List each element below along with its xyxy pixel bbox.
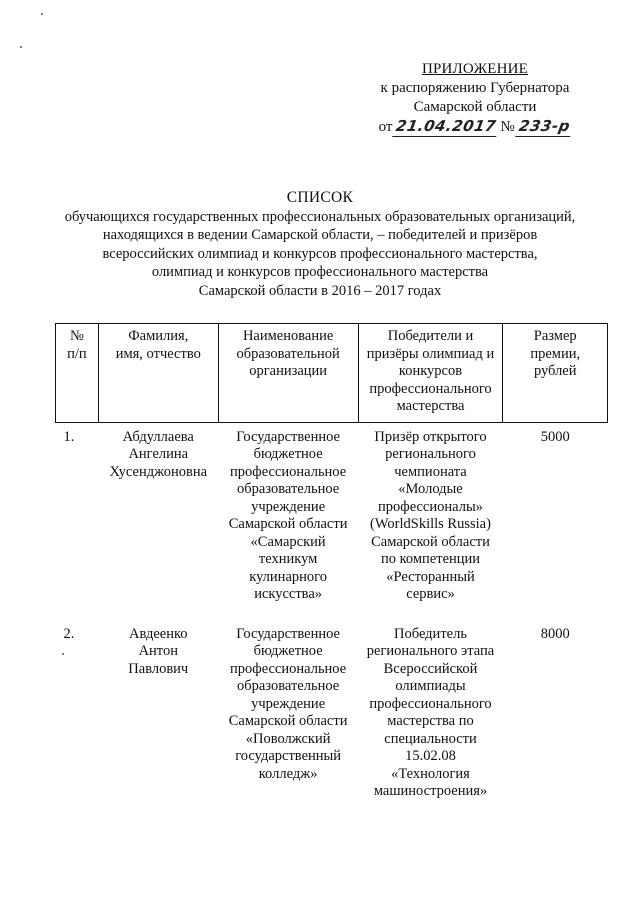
ach-line: профессионального bbox=[369, 695, 492, 712]
appendix-block bbox=[340, 60, 610, 137]
org-line: кулинарного bbox=[249, 568, 327, 585]
ach-line: Победитель bbox=[394, 625, 467, 642]
handwritten-date: 21.04.2017 bbox=[393, 117, 500, 137]
header-prize bbox=[503, 324, 608, 423]
heading-line: олимпиад и конкурсов профессионального мастерства bbox=[151, 264, 489, 280]
org-line: Государственное bbox=[236, 428, 340, 445]
handwritten-number: 233-р bbox=[515, 117, 573, 137]
header-text: имя, отчество bbox=[115, 345, 201, 362]
org-line: профессиональное bbox=[230, 660, 347, 677]
header-text: конкурсов bbox=[398, 363, 463, 379]
org-line: учреждение bbox=[251, 498, 326, 515]
header-org bbox=[218, 324, 358, 423]
header-text: п/п bbox=[67, 345, 87, 362]
org-line: «Самарский bbox=[250, 533, 326, 550]
org-line: «Поволжский bbox=[245, 730, 331, 747]
header-num bbox=[56, 324, 99, 423]
ach-line: специальности bbox=[384, 730, 477, 747]
header-text: образовательной bbox=[236, 345, 340, 362]
scan-speck bbox=[20, 46, 22, 48]
org-line: бюджетное bbox=[253, 643, 323, 659]
header-achievement bbox=[358, 324, 503, 423]
heading-line: Самарской области в 2016 – 2017 годах bbox=[198, 282, 442, 299]
ach-line: сервис» bbox=[406, 586, 455, 602]
header-name bbox=[98, 324, 218, 423]
org-line: профессиональное bbox=[230, 463, 347, 480]
org-line: Самарской области bbox=[228, 713, 348, 729]
appendix-title: ПРИЛОЖЕНИЕ bbox=[421, 61, 529, 77]
table-row bbox=[56, 422, 608, 626]
ach-line: «Ресторанный bbox=[386, 568, 475, 585]
header-text: премии, bbox=[530, 345, 581, 362]
heading-line: обучающихся государственных профессиональных образовательных организаций, bbox=[64, 208, 576, 225]
student-name bbox=[98, 626, 218, 801]
heading-line: находящихся в ведении Самарской области, – победителей и призёров bbox=[102, 227, 538, 243]
org-line: техникум bbox=[258, 551, 318, 567]
header-text: № bbox=[70, 328, 84, 344]
achievement bbox=[358, 422, 503, 626]
achievement bbox=[358, 626, 503, 801]
ach-line: регионального bbox=[385, 446, 476, 462]
org-line: Государственное bbox=[236, 625, 340, 642]
header-text: Победители и bbox=[387, 328, 474, 344]
ach-line: «Молодые bbox=[398, 481, 463, 497]
name-line: Антон bbox=[138, 643, 178, 659]
row-number: 2. bbox=[63, 625, 75, 642]
header-text: рублей bbox=[533, 363, 577, 379]
org-line: искусства» bbox=[254, 586, 323, 602]
ach-line: Призёр открытого bbox=[374, 428, 487, 445]
ach-line: Самарской области bbox=[371, 533, 490, 550]
prize-amount: 5000 bbox=[540, 428, 570, 445]
name-line: Авдеенко bbox=[129, 625, 188, 642]
table-header-row bbox=[56, 324, 608, 423]
prize-amount: 8000 bbox=[540, 625, 570, 642]
ach-line: 15.02.08 bbox=[405, 748, 456, 764]
row-number: 1. bbox=[63, 428, 75, 445]
ach-line: (WorldSkills Russia) bbox=[370, 516, 491, 532]
name-line: Хусенджоновна bbox=[109, 463, 208, 480]
name-line: Павлович bbox=[128, 660, 189, 677]
ach-line: мастерства по bbox=[387, 713, 474, 729]
student-name bbox=[98, 422, 218, 626]
org-line: образовательное bbox=[237, 481, 340, 497]
organization bbox=[218, 626, 358, 801]
header-text: призёры олимпиад и bbox=[366, 345, 495, 362]
students-table bbox=[55, 323, 608, 801]
org-line: колледж» bbox=[258, 765, 318, 782]
appendix-date-line bbox=[340, 117, 610, 137]
document-heading bbox=[40, 189, 600, 300]
scan-speck bbox=[41, 13, 43, 15]
header-text: организации bbox=[249, 363, 328, 379]
header-text: Наименование bbox=[242, 328, 334, 344]
ach-line: регионального этапа bbox=[366, 643, 495, 659]
ach-line: олимпиады bbox=[395, 678, 466, 694]
org-line: учреждение bbox=[251, 695, 326, 712]
name-line: Абдуллаева bbox=[122, 428, 194, 445]
org-line: государственный bbox=[235, 748, 342, 764]
header-text: профессионального bbox=[369, 380, 492, 397]
document-title: СПИСОК bbox=[286, 189, 354, 206]
org-line: образовательное bbox=[237, 678, 340, 694]
header-text: Размер bbox=[533, 328, 577, 344]
heading-line: всероссийских олимпиад и конкурсов профессионального мастерства, bbox=[102, 245, 538, 262]
number-sign: № bbox=[500, 119, 515, 135]
header-text: мастерства bbox=[396, 398, 465, 414]
ach-line: Всероссийской bbox=[383, 660, 478, 677]
ach-line: машиностроения» bbox=[373, 783, 488, 799]
ach-line: чемпионата bbox=[394, 463, 467, 480]
organization bbox=[218, 422, 358, 626]
name-line: Ангелина bbox=[128, 446, 189, 462]
appendix-line-2: Самарской области bbox=[413, 99, 537, 115]
header-text: Фамилия, bbox=[128, 328, 189, 344]
date-prefix: от bbox=[378, 119, 393, 135]
appendix-line-1: к распоряжению Губернатора bbox=[380, 80, 570, 96]
ach-line: по компетенции bbox=[380, 551, 481, 567]
ach-line: профессионалы» bbox=[378, 498, 483, 515]
table-row bbox=[56, 626, 608, 801]
org-line: Самарской области bbox=[228, 516, 348, 532]
ach-line: «Технология bbox=[391, 765, 470, 782]
org-line: бюджетное bbox=[253, 446, 323, 462]
